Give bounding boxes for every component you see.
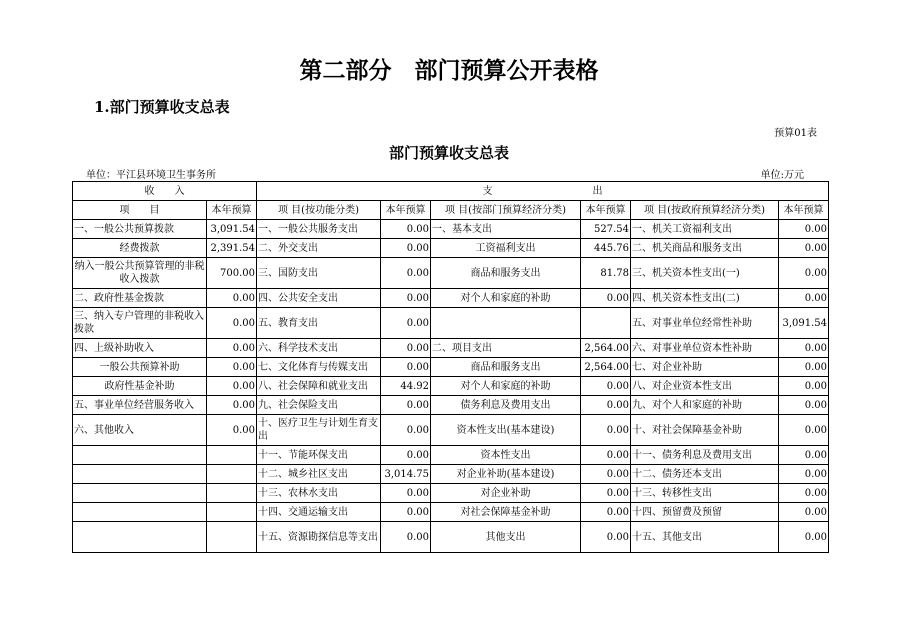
dept-value: 0.00 bbox=[581, 465, 631, 484]
function-value: 0.00 bbox=[381, 220, 431, 239]
gov-value: 0.00 bbox=[779, 239, 829, 258]
function-item: 九、社会保险支出 bbox=[257, 396, 381, 415]
dept-value: 0.00 bbox=[581, 522, 631, 553]
income-item: 六、其他收入 bbox=[73, 415, 207, 446]
col-dept-header: 项 目(按部门预算经济分类) bbox=[431, 201, 581, 220]
currency-unit: 单位:万元 bbox=[760, 170, 804, 181]
gov-item: 三、机关资本性支出(一) bbox=[631, 258, 779, 289]
gov-value: 0.00 bbox=[779, 377, 829, 396]
function-value: 0.00 bbox=[381, 308, 431, 339]
table-row bbox=[73, 465, 829, 484]
function-value: 0.00 bbox=[381, 503, 431, 522]
dept-item: 对个人和家庭的补助 bbox=[431, 377, 581, 396]
income-item bbox=[73, 484, 207, 503]
dept-value: 0.00 bbox=[581, 415, 631, 446]
header-row-2 bbox=[73, 201, 829, 220]
function-value: 0.00 bbox=[381, 415, 431, 446]
dept-item: 对企业补助(基本建设) bbox=[431, 465, 581, 484]
function-item: 五、教育支出 bbox=[257, 308, 381, 339]
income-item bbox=[73, 446, 207, 465]
gov-value: 0.00 bbox=[779, 503, 829, 522]
income-value: 0.00 bbox=[207, 358, 257, 377]
dept-item: 对社会保障基金补助 bbox=[431, 503, 581, 522]
function-value: 0.00 bbox=[381, 258, 431, 289]
income-value bbox=[207, 522, 257, 553]
dept-value: 2,564.00 bbox=[581, 358, 631, 377]
page-title: 第二部分 部门预算公开表格 bbox=[299, 57, 599, 84]
income-item bbox=[73, 503, 207, 522]
function-item: 三、国防支出 bbox=[257, 258, 381, 289]
income-value: 3,091.54 bbox=[207, 220, 257, 239]
table-row bbox=[73, 377, 829, 396]
form-number: 预算01表 bbox=[774, 128, 817, 139]
gov-value: 0.00 bbox=[779, 358, 829, 377]
dept-item: 对企业补助 bbox=[431, 484, 581, 503]
dept-value: 0.00 bbox=[581, 396, 631, 415]
income-header: 收 入 bbox=[73, 182, 257, 201]
dept-item: 工资福利支出 bbox=[431, 239, 581, 258]
income-item: 一、一般公共预算拨款 bbox=[73, 220, 207, 239]
function-value: 0.00 bbox=[381, 396, 431, 415]
table-row bbox=[73, 446, 829, 465]
dept-item bbox=[431, 308, 581, 339]
table-title: 部门预算收支总表 bbox=[388, 144, 509, 162]
function-item: 十五、资源勘探信息等支出 bbox=[257, 522, 381, 553]
gov-item: 十二、债务还本支出 bbox=[631, 465, 779, 484]
income-value bbox=[207, 503, 257, 522]
gov-item: 十五、其他支出 bbox=[631, 522, 779, 553]
function-value: 0.00 bbox=[381, 522, 431, 553]
dept-item: 二、项目支出 bbox=[431, 339, 581, 358]
income-item bbox=[73, 522, 207, 553]
income-value bbox=[207, 446, 257, 465]
income-item: 三、纳入专户管理的非税收入拨款 bbox=[73, 308, 207, 339]
budget-table bbox=[72, 181, 829, 553]
dept-value: 0.00 bbox=[581, 446, 631, 465]
dept-item: 商品和服务支出 bbox=[431, 358, 581, 377]
dept-value: 0.00 bbox=[581, 484, 631, 503]
dept-item: 一、基本支出 bbox=[431, 220, 581, 239]
col-item-header: 项 目 bbox=[73, 201, 207, 220]
table-row bbox=[73, 339, 829, 358]
function-item: 十三、农林水支出 bbox=[257, 484, 381, 503]
income-value: 700.00 bbox=[207, 258, 257, 289]
gov-value: 0.00 bbox=[779, 415, 829, 446]
function-item: 八、社会保障和就业支出 bbox=[257, 377, 381, 396]
income-value: 0.00 bbox=[207, 289, 257, 308]
col-func-header: 项 目(按功能分类) bbox=[257, 201, 381, 220]
function-item: 一、一般公共服务支出 bbox=[257, 220, 381, 239]
income-value: 0.00 bbox=[207, 415, 257, 446]
table-row bbox=[73, 239, 829, 258]
gov-value: 0.00 bbox=[779, 220, 829, 239]
dept-item: 其他支出 bbox=[431, 522, 581, 553]
table-row bbox=[73, 358, 829, 377]
dept-value: 445.76 bbox=[581, 239, 631, 258]
table-row bbox=[73, 289, 829, 308]
function-item: 十、医疗卫生与计划生育支出 bbox=[257, 415, 381, 446]
table-row bbox=[73, 258, 829, 289]
income-value: 0.00 bbox=[207, 308, 257, 339]
dept-value: 2,564.00 bbox=[581, 339, 631, 358]
income-value: 0.00 bbox=[207, 377, 257, 396]
dept-value: 527.54 bbox=[581, 220, 631, 239]
gov-value: 0.00 bbox=[779, 484, 829, 503]
income-item: 五、事业单位经营服务收入 bbox=[73, 396, 207, 415]
gov-item: 四、机关资本性支出(二) bbox=[631, 289, 779, 308]
gov-value: 0.00 bbox=[779, 446, 829, 465]
function-value: 0.00 bbox=[381, 484, 431, 503]
dept-item: 资本性支出 bbox=[431, 446, 581, 465]
organization-unit: 单位：平江县环境卫生事务所 bbox=[86, 170, 216, 181]
function-item: 七、文化体育与传媒支出 bbox=[257, 358, 381, 377]
income-item: 二、政府性基金拨款 bbox=[73, 289, 207, 308]
dept-value bbox=[581, 308, 631, 339]
table-row bbox=[73, 308, 829, 339]
function-value: 0.00 bbox=[381, 358, 431, 377]
gov-value: 3,091.54 bbox=[779, 308, 829, 339]
dept-item: 资本性支出(基本建设) bbox=[431, 415, 581, 446]
income-item: 政府性基金补助 bbox=[73, 377, 207, 396]
gov-item: 九、对个人和家庭的补助 bbox=[631, 396, 779, 415]
gov-item: 二、机关商品和服务支出 bbox=[631, 239, 779, 258]
gov-value: 0.00 bbox=[779, 339, 829, 358]
gov-item: 六、对事业单位资本性补助 bbox=[631, 339, 779, 358]
function-item: 六、科学技术支出 bbox=[257, 339, 381, 358]
gov-item: 八、对企业资本性支出 bbox=[631, 377, 779, 396]
gov-item: 十三、转移性支出 bbox=[631, 484, 779, 503]
function-item: 二、外交支出 bbox=[257, 239, 381, 258]
gov-value: 0.00 bbox=[779, 289, 829, 308]
function-value: 44.92 bbox=[381, 377, 431, 396]
table-row bbox=[73, 396, 829, 415]
function-value: 0.00 bbox=[381, 289, 431, 308]
table-row bbox=[73, 484, 829, 503]
dept-value: 0.00 bbox=[581, 503, 631, 522]
table-row bbox=[73, 415, 829, 446]
income-item: 一般公共预算补助 bbox=[73, 358, 207, 377]
income-item bbox=[73, 465, 207, 484]
dept-value: 81.78 bbox=[581, 258, 631, 289]
dept-item: 对个人和家庭的补助 bbox=[431, 289, 581, 308]
dept-value: 0.00 bbox=[581, 289, 631, 308]
function-value: 0.00 bbox=[381, 239, 431, 258]
section-title: 1.部门预算收支总表 bbox=[94, 98, 230, 116]
income-value: 0.00 bbox=[207, 339, 257, 358]
col-budget-header: 本年预算 bbox=[381, 201, 431, 220]
income-value bbox=[207, 465, 257, 484]
income-value: 2,391.54 bbox=[207, 239, 257, 258]
dept-item: 债务利息及费用支出 bbox=[431, 396, 581, 415]
gov-value: 0.00 bbox=[779, 522, 829, 553]
function-item: 十一、节能环保支出 bbox=[257, 446, 381, 465]
income-value: 0.00 bbox=[207, 396, 257, 415]
gov-value: 0.00 bbox=[779, 258, 829, 289]
table-row bbox=[73, 503, 829, 522]
header-row-1 bbox=[73, 182, 829, 201]
function-value: 0.00 bbox=[381, 446, 431, 465]
income-item: 四、上级补助收入 bbox=[73, 339, 207, 358]
col-budget-header: 本年预算 bbox=[207, 201, 257, 220]
function-item: 十四、交通运输支出 bbox=[257, 503, 381, 522]
gov-value: 0.00 bbox=[779, 465, 829, 484]
gov-item: 一、机关工资福利支出 bbox=[631, 220, 779, 239]
income-item: 经费拨款 bbox=[73, 239, 207, 258]
function-item: 十二、城乡社区支出 bbox=[257, 465, 381, 484]
function-item: 四、公共安全支出 bbox=[257, 289, 381, 308]
table-row bbox=[73, 522, 829, 553]
gov-item: 五、对事业单位经常性补助 bbox=[631, 308, 779, 339]
table-row bbox=[73, 220, 829, 239]
function-value: 0.00 bbox=[381, 339, 431, 358]
dept-item: 商品和服务支出 bbox=[431, 258, 581, 289]
gov-item: 十四、预留费及预留 bbox=[631, 503, 779, 522]
col-budget-header: 本年预算 bbox=[779, 201, 829, 220]
col-gov-header: 项 目(按政府预算经济分类) bbox=[631, 201, 779, 220]
gov-item: 十、对社会保障基金补助 bbox=[631, 415, 779, 446]
income-value bbox=[207, 484, 257, 503]
income-item: 纳入一般公共预算管理的非税收入拨款 bbox=[73, 258, 207, 289]
expense-header: 支 出 bbox=[257, 182, 829, 201]
gov-item: 七、对企业补助 bbox=[631, 358, 779, 377]
dept-value: 0.00 bbox=[581, 377, 631, 396]
gov-item: 十一、债务利息及费用支出 bbox=[631, 446, 779, 465]
col-budget-header: 本年预算 bbox=[581, 201, 631, 220]
gov-value: 0.00 bbox=[779, 396, 829, 415]
function-value: 3,014.75 bbox=[381, 465, 431, 484]
